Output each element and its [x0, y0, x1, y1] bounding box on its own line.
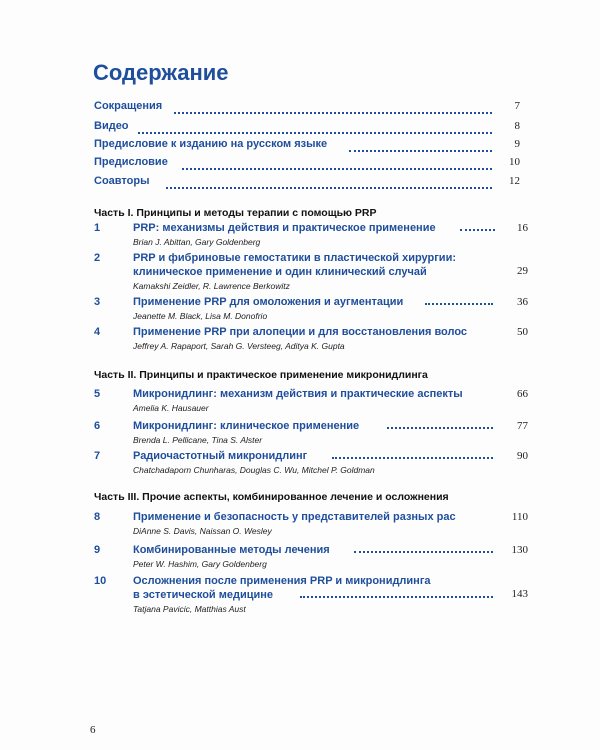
toc-page-number: 12: [509, 175, 520, 187]
chapter-authors: Brian J. Abittan, Gary Goldenberg: [133, 237, 261, 247]
toc-page-number: 110: [511, 511, 528, 523]
toc-page-number: 9: [514, 138, 520, 150]
toc-page-number: 77: [517, 420, 528, 432]
toc-page-number: 16: [517, 222, 528, 234]
leader-dots: [460, 229, 495, 231]
chapter-title: Применение PRP при алопеции и для восстановления волос: [133, 326, 468, 338]
part-heading: Часть III. Прочие аспекты, комбинированное лечение и осложнения: [94, 491, 449, 503]
toc-page-number: 7: [514, 100, 520, 112]
toc-page-number: 130: [511, 544, 528, 556]
toc-entry-abbreviations[interactable]: [94, 100, 518, 118]
chapter-authors: Jeffrey A. Rapaport, Sarah G. Versteeg, Aditya K. Gupta: [133, 341, 345, 351]
toc-entry-label: Сокращения: [94, 100, 165, 112]
toc-entry-label: Видео: [94, 120, 132, 132]
chapter-authors: Chatchadaporn Chunharas, Douglas C. Wu, Mitchel P. Goldman: [133, 465, 375, 475]
toc-entry-video[interactable]: [94, 120, 518, 138]
toc-entry-preface[interactable]: [94, 156, 518, 174]
leader-dots: [182, 168, 492, 170]
chapter-authors: DiAnne S. Davis, Naissan O. Wesley: [133, 526, 272, 536]
toc-page-number: 10: [509, 156, 520, 168]
chapter-number: 2: [94, 252, 101, 264]
chapter-title-line-2: клиническое применение и один клинический случай: [133, 266, 427, 278]
chapter-title: Микронидлинг: клиническое применение: [133, 420, 360, 432]
chapter-number: 4: [94, 326, 101, 338]
leader-dots: [332, 457, 493, 459]
leader-dots: [174, 112, 492, 114]
toc-entry-label: Соавторы: [94, 175, 152, 187]
toc-page-number: 90: [517, 450, 528, 462]
chapter-number: 7: [94, 450, 101, 462]
chapter-number: 8: [94, 511, 101, 523]
chapter-authors: Brenda L. Pellicane, Tina S. Alster: [133, 435, 263, 445]
leader-dots: [349, 150, 492, 152]
chapter-number: 1: [94, 222, 101, 234]
toc-page-number: 29: [517, 265, 528, 277]
chapter-authors: Peter W. Hashim, Gary Goldenberg: [133, 559, 267, 569]
leader-dots: [354, 551, 493, 553]
toc-page-number: 143: [511, 588, 528, 600]
chapter-title: Применение PRP для омоложения и аугментации: [133, 296, 404, 308]
toc-page-number: 8: [514, 120, 520, 132]
chapter-number: 3: [94, 296, 101, 308]
chapter-authors: Tatjana Pavicic, Matthias Aust: [133, 604, 246, 614]
toc-page-number: 36: [517, 296, 528, 308]
leader-dots: [387, 427, 493, 429]
chapter-authors: Jeanette M. Black, Lisa M. Donofrio: [133, 311, 268, 321]
chapter-number: 10: [94, 575, 107, 587]
chapter-title: Радиочастотный микронидлинг: [133, 450, 308, 462]
toc-entry-label: Предисловие к изданию на русском языке: [94, 138, 330, 150]
toc-entry-russian-preface[interactable]: [94, 138, 518, 156]
leader-dots: [425, 303, 493, 305]
chapter-number: 5: [94, 388, 101, 400]
page-title: Содержание: [93, 60, 229, 85]
chapter-title: Комбинированные методы лечения: [133, 544, 330, 556]
chapter-number: 9: [94, 544, 101, 556]
toc-page-number: 50: [517, 326, 528, 338]
chapter-title-line-1: PRP и фибриновые гемостатики в пластической хирургии:: [133, 252, 456, 264]
toc-entry-label: Предисловие: [94, 156, 171, 168]
leader-dots: [138, 132, 492, 134]
chapter-number: 6: [94, 420, 101, 432]
part-heading: Часть II. Принципы и практическое применение микронидлинга: [94, 369, 428, 381]
chapter-title-line-2: в эстетической медицине: [133, 589, 274, 601]
chapter-authors: Kamakshi Zeidler, R. Lawrence Berkowitz: [133, 281, 290, 291]
chapter-title: PRP: механизмы действия и практическое применение: [133, 222, 436, 234]
chapter-title: Микронидлинг: механизм действия и практические аспекты: [133, 388, 463, 400]
part-heading: Часть I. Принципы и методы терапии с помощью PRP: [94, 207, 377, 219]
toc-entry-coauthors[interactable]: [94, 175, 518, 193]
chapter-authors: Amelia K. Hausauer: [133, 403, 209, 413]
page-number: 6: [90, 724, 96, 736]
chapter-title-line-1: Осложнения после применения PRP и микронидлинга: [133, 575, 431, 587]
leader-dots: [300, 596, 493, 598]
leader-dots: [166, 187, 492, 189]
chapter-title: Применение и безопасность у представителей разных рас: [133, 511, 456, 523]
toc-page-number: 66: [517, 388, 528, 400]
